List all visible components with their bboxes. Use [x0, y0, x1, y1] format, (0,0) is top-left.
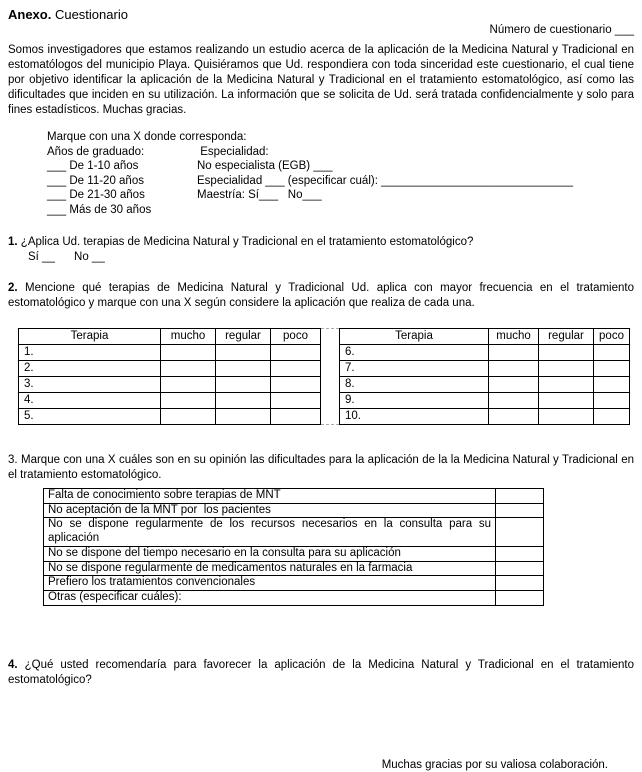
doc-title-rest: Cuestionario — [51, 7, 128, 22]
therapy-row — [340, 361, 630, 377]
therapy-mark-cell — [594, 361, 630, 377]
therapy-mark-cell — [216, 409, 271, 425]
difficulty-mark-cell — [496, 590, 544, 605]
therapy-row-label: 7. — [340, 361, 489, 377]
closing-note: Muchas gracias por su valiosa colaboración. — [381, 758, 608, 771]
therapy-mark-cell — [594, 393, 630, 409]
therapy-mark-cell — [539, 345, 594, 361]
therapy-row — [340, 345, 630, 361]
therapy-mark-cell — [539, 361, 594, 377]
therapy-mark-cell — [161, 393, 216, 409]
questionnaire-number: Número de cuestionario ___ — [489, 24, 634, 36]
graduate-specialty-section — [47, 130, 634, 217]
therapy-col-header: Terapia — [19, 329, 161, 345]
difficulty-label: No aceptación de la MNT por los pacientes — [44, 503, 496, 518]
therapy-mark-cell — [539, 393, 594, 409]
grad-row — [47, 145, 634, 160]
therapy-mark-cell — [539, 409, 594, 425]
mark-x-instruction: Marque con una X donde corresponda: — [47, 131, 247, 143]
therapy-header-row — [340, 329, 630, 345]
grad-row — [47, 174, 634, 189]
difficulty-label: No se dispone del tiempo necesario en la consulta para su aplicación — [44, 546, 496, 561]
therapy-mark-cell — [594, 409, 630, 425]
doc-title-annex: Anexo. — [8, 7, 52, 22]
therapy-row-label: 6. — [340, 345, 489, 361]
question-2-text: Mencione qué terapias de Medicina Natural y Tradicional Ud. aplica con mayor frecuencia en el tratamiento estomatológico y marque con una X según considere la aplicación que realiza de cada una. — [8, 282, 634, 309]
therapy-row — [19, 345, 321, 361]
years-1-10-option: ___ De 1-10 años — [47, 160, 139, 172]
mucho-col-header: mucho — [161, 329, 216, 345]
therapy-mark-cell — [161, 345, 216, 361]
question-4-number: 4. — [8, 658, 18, 671]
therapy-row-label: 2. — [19, 361, 161, 377]
mucho-col-header: mucho — [489, 329, 539, 345]
therapy-mark-cell — [489, 393, 539, 409]
years-11-20-option: ___ De 11-20 años — [47, 174, 144, 187]
regular-col-header: regular — [539, 329, 594, 345]
therapy-table-left — [18, 328, 321, 425]
grad-row — [47, 203, 634, 218]
therapy-mark-cell — [489, 409, 539, 425]
therapy-mark-cell — [271, 345, 321, 361]
specialty-label: Especialidad: — [197, 145, 269, 158]
difficulty-row — [44, 561, 544, 576]
difficulty-row — [44, 503, 544, 518]
therapy-mark-cell — [216, 393, 271, 409]
therapy-row — [19, 409, 321, 425]
grad-row — [47, 159, 634, 174]
grad-row — [47, 188, 634, 203]
therapy-row-label: 10. — [340, 409, 489, 425]
difficulty-mark-cell — [496, 576, 544, 591]
therapy-row — [19, 393, 321, 409]
question-3-number: 3. — [8, 454, 18, 466]
therapy-mark-cell — [594, 345, 630, 361]
intro-paragraph: Somos investigadores que estamos realizando un estudio acerca de la aplicación de la Medicina Natural y Tradicional en estomatólogos del municipio Playa. Quisiéramos que Ud. respondiera con toda sinceridad este cuestionario, el cual tiene por objetivo identificar la aplicación de la Medicina Natural y Tradicional en el tratamiento estomatológico, así como las dificultades que inciden en su utilización. La información que se solicita de Ud. será tratada confidencialmente y solo para fines estadísticos. Muchas gracias. — [8, 44, 634, 116]
therapy-row — [340, 409, 630, 425]
years-21-30-option: ___ De 21-30 años — [47, 189, 145, 201]
years-over-30-option: ___ Más de 30 años — [47, 203, 152, 216]
therapy-row-label: 9. — [340, 393, 489, 409]
grad-row-empty — [197, 203, 634, 218]
question-1-number: 1. — [8, 236, 18, 248]
difficulty-mark-cell — [496, 546, 544, 561]
difficulty-row — [44, 546, 544, 561]
therapy-mark-cell — [271, 409, 321, 425]
therapy-mark-cell — [271, 361, 321, 377]
therapy-row — [340, 393, 630, 409]
question-1 — [8, 235, 634, 250]
therapy-mark-cell — [161, 377, 216, 393]
difficulty-row — [44, 518, 544, 546]
specialty-option: Especialidad ___ (especificar cuál): ______________________________ — [197, 174, 573, 187]
therapy-mark-cell — [161, 361, 216, 377]
difficulty-row — [44, 590, 544, 605]
difficulty-label: Falta de conocimiento sobre terapias de MNT — [44, 489, 496, 504]
poco-col-header: poco — [594, 329, 630, 345]
therapy-table-right — [339, 328, 630, 425]
therapy-mark-cell — [216, 361, 271, 377]
question-3-text: Marque con una X cuáles son en su opinión las dificultades para la aplicación de la la Medicina Natural y Tradicional en el tratamiento estomatológico. — [8, 454, 634, 481]
question-1-text: ¿Aplica Ud. terapias de Medicina Natural y Tradicional en el tratamiento estomatológico? — [17, 236, 474, 248]
masters-option: Maestría: Sí___ No___ — [197, 189, 322, 201]
therapy-mark-cell — [594, 377, 630, 393]
therapy-row-label: 4. — [19, 393, 161, 409]
question-2 — [8, 281, 634, 311]
therapy-mark-cell — [271, 377, 321, 393]
regular-col-header: regular — [216, 329, 271, 345]
therapy-row — [340, 377, 630, 393]
question-1-answers: Sí __ No __ — [28, 251, 105, 263]
therapy-mark-cell — [489, 361, 539, 377]
therapy-mark-cell — [271, 393, 321, 409]
difficulties-table — [43, 488, 544, 606]
difficulty-mark-cell — [496, 489, 544, 504]
question-3 — [8, 453, 634, 483]
therapy-mark-cell — [216, 345, 271, 361]
no-specialist-option: No especialista (EGB) ___ — [197, 160, 333, 172]
difficulty-label: No se dispone regularmente de medicamentos naturales en la farmacia — [44, 561, 496, 576]
therapy-header-row — [19, 329, 321, 345]
therapy-mark-cell — [489, 377, 539, 393]
question-4-text: ¿Qué usted recomendaría para favorecer la aplicación de la Medicina Natural y Tradicional en el tratamiento estomatológico? — [8, 658, 634, 686]
difficulty-label: Otras (especificar cuáles): — [44, 590, 496, 605]
therapy-tables-row — [18, 328, 634, 425]
therapy-row-label: 8. — [340, 377, 489, 393]
question-2-number: 2. — [8, 282, 18, 294]
therapy-row-label: 1. — [19, 345, 161, 361]
therapy-row-label: 3. — [19, 377, 161, 393]
difficulty-row — [44, 576, 544, 591]
therapy-row — [19, 361, 321, 377]
difficulty-row — [44, 489, 544, 504]
therapy-row — [19, 377, 321, 393]
difficulty-mark-cell — [496, 561, 544, 576]
therapy-mark-cell — [489, 345, 539, 361]
poco-col-header: poco — [271, 329, 321, 345]
tables-dashed-spacer — [321, 328, 339, 425]
difficulty-mark-cell — [496, 503, 544, 518]
therapy-row-label: 5. — [19, 409, 161, 425]
difficulty-mark-cell — [496, 518, 544, 546]
therapy-mark-cell — [161, 409, 216, 425]
therapy-mark-cell — [539, 377, 594, 393]
difficulty-label: No se dispone regularmente de los recursos necesarios en la consulta para su aplicación — [44, 518, 496, 546]
question-4 — [8, 658, 634, 688]
doc-title — [8, 8, 634, 22]
years-graduated-label: Años de graduado: — [47, 145, 145, 158]
difficulty-label: Prefiero los tratamientos convencionales — [44, 576, 496, 591]
therapy-col-header: Terapia — [340, 329, 489, 345]
therapy-mark-cell — [216, 377, 271, 393]
